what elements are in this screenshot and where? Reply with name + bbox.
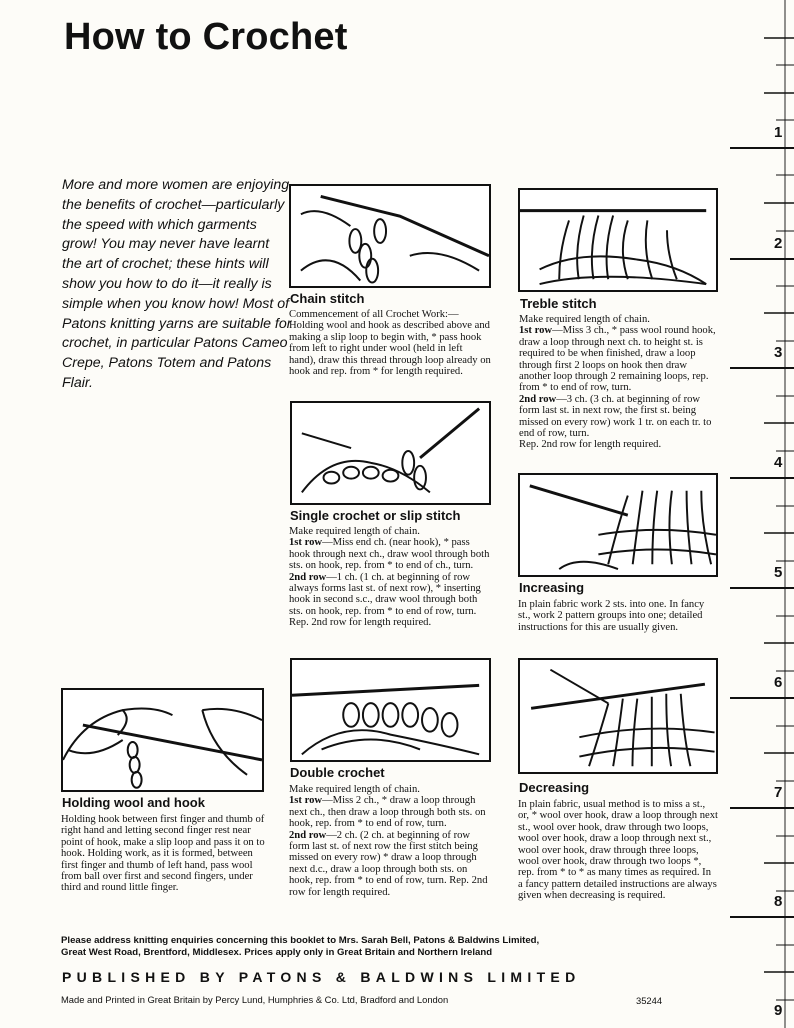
single-crochet-text xyxy=(289,526,491,629)
double-crochet-intro: Make required length of chain. xyxy=(289,784,420,795)
ruler-number-4: 4 xyxy=(774,454,783,471)
treble-stitch-illustration xyxy=(518,188,718,292)
single-crochet-end: Rep. 2nd row for length required. xyxy=(289,617,432,629)
treble-stitch-intro: Make required length of chain. xyxy=(519,314,650,325)
single-crochet-row1: —Miss end ch. (near hook), * pass hook through next ch., draw wool through both sts. on hook, rep. from * to end of ch., turn. xyxy=(289,537,490,572)
double-crochet-row2-label: 2nd row xyxy=(289,829,327,841)
ruler-number-9: 9 xyxy=(774,1002,783,1019)
treble-stitch-end: Rep. 2nd row for length required. xyxy=(519,439,662,451)
treble-stitch-title: Treble stitch xyxy=(520,296,597,311)
treble-stitch-text xyxy=(519,314,719,451)
ruler-strip xyxy=(730,0,794,1028)
holding-wool-title: Holding wool and hook xyxy=(62,795,205,810)
single-crochet-title: Single crochet or slip stitch xyxy=(290,508,461,523)
chain-stitch-illustration xyxy=(289,184,491,288)
booklet-code: 35244 xyxy=(636,995,663,1006)
treble-stitch-row2-label: 2nd row xyxy=(519,393,557,405)
treble-stitch-row1-label: 1st row xyxy=(519,325,553,337)
single-crochet-row2-label: 2nd row xyxy=(289,571,327,583)
double-crochet-illustration xyxy=(290,658,491,762)
ruler-number-2: 2 xyxy=(774,235,783,252)
enquiries-line-1: Please address knitting enquiries concerning this booklet to Mrs. Sarah Bell, Patons & Baldwins Limited, xyxy=(61,935,540,946)
double-crochet-title: Double crochet xyxy=(290,765,385,780)
decreasing-title: Decreasing xyxy=(519,780,590,795)
treble-stitch-row2: —3 ch. (3 ch. at beginning of row form last st. in next row, the first st. being missed on every row) work 1 tr. on each tr. to end of row, turn. xyxy=(519,393,712,440)
double-crochet-row1-label: 1st row xyxy=(289,795,323,807)
ruler-number-1: 1 xyxy=(774,124,783,141)
holding-wool-text: Holding hook between first finger and thumb of right hand and letting second finger rest near point of hook, make a slip loop and pass it on to hook. Holding work, as it is formed, between first finger and thumb of left hand, pass wool from ball over first and second fingers, under third and round little finger. xyxy=(61,814,265,894)
ruler-number-7: 7 xyxy=(774,784,783,801)
decreasing-illustration xyxy=(518,658,718,774)
ruler-number-5: 5 xyxy=(774,564,783,581)
single-crochet-illustration xyxy=(290,401,491,505)
decreasing-text: In plain fabric, usual method is to miss a st., or, * wool over hook, draw a loop through next st., wool over hook, draw through two loops, wool over hook, draw a loop through next st., wool over hook, draw through three loops, wool over hook, draw through two loops *, rep. from * to * as many times as required. In a fancy pattern detailed instructions are always given when decreasing is required. xyxy=(518,799,718,902)
printer-line: Made and Printed in Great Britain by Percy Lund, Humphries & Co. Ltd, Bradford and London xyxy=(61,994,449,1005)
chain-stitch-text: Commencement of all Crochet Work:—Holding wool and hook as described above and making a slip loop to begin with, * pass hook from left to right under wool (held in left hand), draw this thread through loop already on hook and rep. from * for length required. xyxy=(289,309,491,378)
publisher-line: PUBLISHED BY PATONS & BALDWINS LIMITED xyxy=(62,969,581,985)
double-crochet-row1: —Miss 2 ch., * draw a loop through next ch., then draw a loop through both sts. on hook, rep. from * to end of row, turn. xyxy=(289,795,486,830)
single-crochet-intro: Make required length of chain. xyxy=(289,526,420,537)
intro-paragraph: More and more women are enjoying the benefits of crochet—particularly the speed with which garments grow! You may never have learnt the art of crochet; these hints will show you how to do it—it really is simple when you know how! Most of Patons knitting yarns are suitable for crochet, in particular Patons Cameo Crepe, Patons Totem and Patons Flair. xyxy=(62,177,292,391)
treble-stitch-row1: —Miss 3 ch., * pass wool round hook, draw a loop through next ch. to height st. is required to be when finished, draw a loop through first 2 loops on hook then draw another loop through 2 remaining loops, rep. from * to end of row, turn. xyxy=(519,325,716,394)
ruler-number-6: 6 xyxy=(774,674,783,691)
single-crochet-row1-label: 1st row xyxy=(289,537,323,549)
page-title: How to Crochet xyxy=(64,16,348,58)
double-crochet-row2: —2 ch. (2 ch. at beginning of row form last st. of next row the first stitch being missed on every row) * draw a loop through next d.c., draw a loop through both sts. on hook, rep. from * to end of row, turn. Rep. 2nd row for length required. xyxy=(289,829,488,898)
ruler-number-8: 8 xyxy=(774,893,783,910)
enquiries-note xyxy=(61,935,661,958)
ruler-ticks xyxy=(730,0,794,1028)
chain-stitch-title: Chain stitch xyxy=(290,291,365,306)
ruler-number-3: 3 xyxy=(774,344,783,361)
increasing-illustration xyxy=(518,473,718,577)
enquiries-line-2: Great West Road, Brentford, Middlesex. Prices apply only in Great Britain and Northern Ireland xyxy=(61,946,493,958)
double-crochet-text xyxy=(289,784,491,898)
increasing-title: Increasing xyxy=(519,580,585,595)
increasing-text: In plain fabric work 2 sts. into one. In fancy st., work 2 pattern groups into one; detailed instructions for this are usually given. xyxy=(518,599,705,633)
single-crochet-row2: —1 ch. (1 ch. at beginning of row always forms last st. of next row), * inserting hook in second s.c., draw wool through both sts. on hook, rep. from * to end of row, turn. xyxy=(289,571,481,617)
holding-wool-illustration xyxy=(61,688,264,792)
